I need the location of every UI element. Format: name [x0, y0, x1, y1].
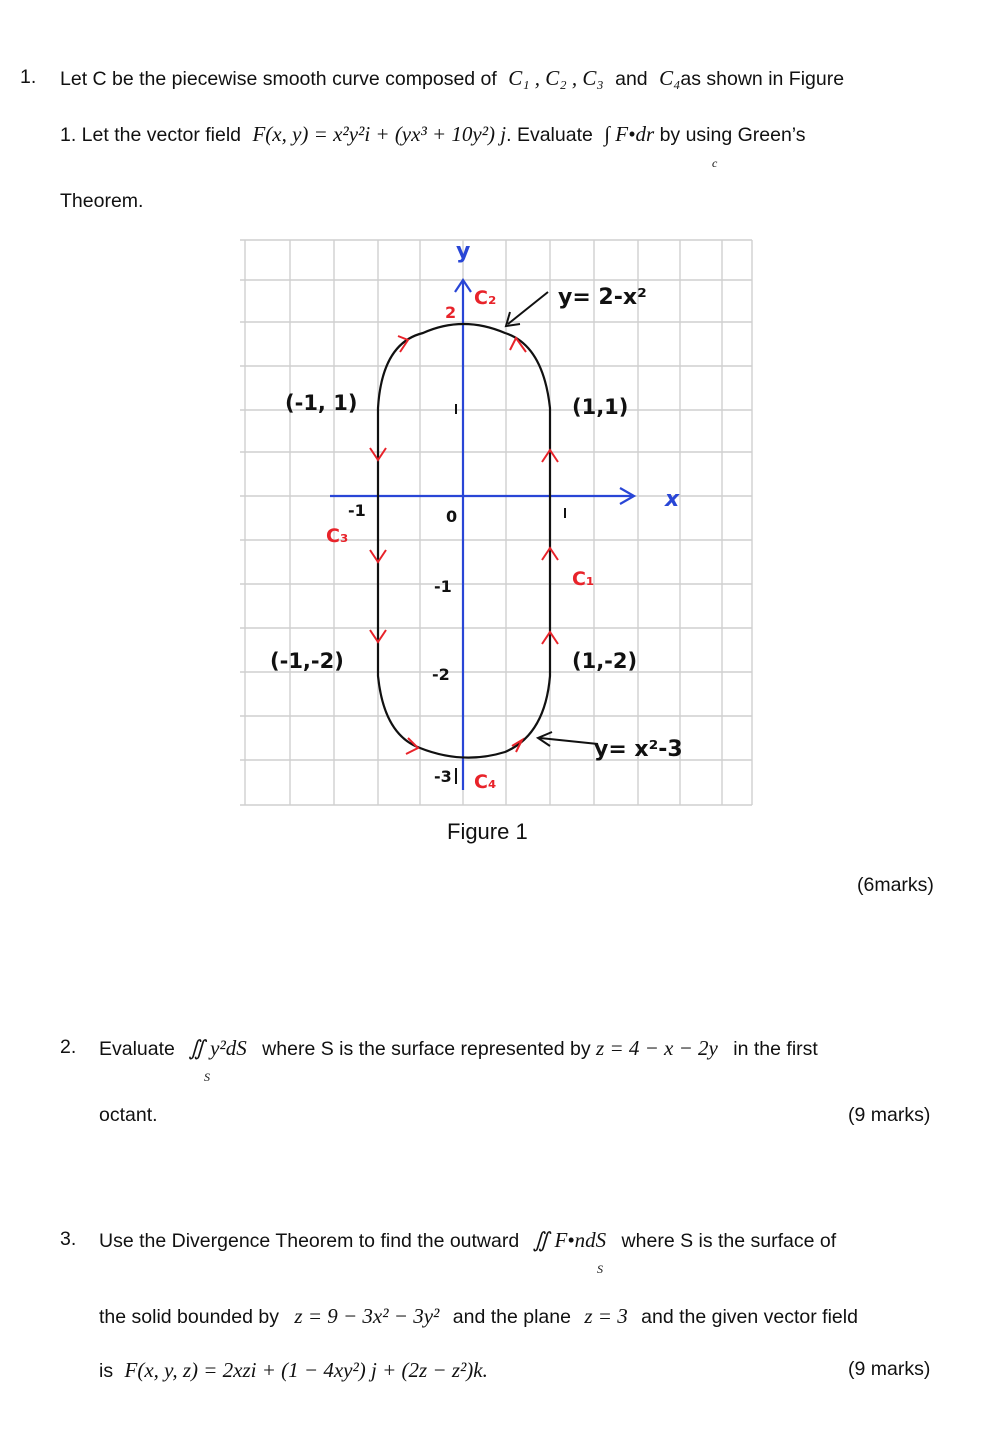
pointer-top — [508, 292, 548, 324]
q1-field: F(x, y) = x²y²i + (yx³ + 10y²) j — [252, 122, 507, 146]
x-axis-label: x — [665, 487, 680, 512]
y-tick-2: 2 — [445, 303, 457, 322]
grid — [240, 240, 752, 805]
c3-label: C₃ — [326, 525, 349, 547]
q2-integral: ∬ y²dS — [188, 1036, 247, 1060]
q3-line2-mid: and the plane — [452, 1306, 571, 1328]
q3-marks: (9 marks) — [848, 1358, 931, 1380]
y-tick-0: 0 — [446, 507, 458, 526]
q1-curves: C₁ , C₂ , C₃ — [508, 66, 604, 90]
point-m1-1: (-1, 1) — [285, 391, 358, 415]
c1-label: C₁ — [572, 568, 595, 590]
bottom-curve-equation: y= x²-3 — [594, 737, 683, 762]
q3-field: F(x, y, z) = 2xzi + (1 − 4xy²) j + (2z − z²)k. — [124, 1358, 488, 1382]
pointer-bottom — [540, 738, 598, 744]
q3-text1: Use the Divergence Theorem to find the outward — [99, 1230, 520, 1252]
figure-1 — [235, 232, 760, 812]
y-axis-label: y — [456, 239, 471, 264]
q1-line2-start: 1. Let the vector field — [60, 124, 242, 146]
point-1-1: (1,1) — [572, 395, 629, 419]
c2-label: C₂ — [474, 287, 497, 309]
q3-number: 3. — [60, 1228, 77, 1250]
q2-text: where S is the surface represented by — [262, 1038, 591, 1060]
q2-number: 2. — [60, 1036, 77, 1058]
q1-integral-sub: c — [712, 156, 718, 170]
y-tick-m1: -1 — [434, 577, 452, 596]
q3-plane: z = 3 — [584, 1304, 628, 1328]
q2-line2: octant. — [99, 1104, 158, 1126]
q1-line2-end: by using Green’s — [659, 124, 806, 146]
q1-line1-end: as shown in Figure — [680, 68, 845, 90]
q1-number: 1. — [20, 66, 37, 88]
q3-line2-start: the solid bounded by — [99, 1306, 279, 1328]
q3-line3 — [99, 1358, 488, 1383]
q2-integral-sub: S — [204, 1070, 210, 1084]
q1-integral: ∫ F•dr — [604, 122, 655, 146]
y-tick-m2: -2 — [432, 665, 450, 684]
x-tick-m1: -1 — [348, 501, 366, 520]
q3-line3-start: is — [99, 1360, 114, 1382]
figure-caption: Figure 1 — [447, 819, 528, 844]
q3-integral: ∬ F•ndS — [532, 1228, 607, 1252]
q1-line1-text: Let C be the piecewise smooth curve composed of — [60, 68, 497, 90]
y-tick-m3: -3 — [434, 767, 452, 786]
q3-text1-end: where S is the surface of — [621, 1230, 837, 1252]
q1-line3: Theorem. — [60, 190, 144, 212]
q1-evaluate: . Evaluate — [506, 124, 593, 146]
q3-line1 — [99, 1228, 836, 1253]
q2-marks: (9 marks) — [848, 1104, 931, 1126]
q2-line1 — [99, 1036, 818, 1061]
pointer-arrows — [506, 292, 598, 746]
q1-c4: C₄ — [659, 66, 681, 90]
tick-marks — [456, 404, 565, 784]
arrow-c2-right — [510, 338, 526, 352]
q1-line1 — [60, 66, 844, 91]
top-curve-equation: y= 2-x² — [558, 285, 647, 310]
point-m1-m2: (-1,-2) — [270, 649, 344, 673]
q3-solid: z = 9 − 3x² − 3y² — [294, 1304, 440, 1328]
q1-marks: (6marks) — [857, 874, 934, 896]
q3-integral-sub: S — [597, 1262, 603, 1276]
axes — [330, 280, 634, 790]
point-1-m2: (1,-2) — [572, 649, 638, 673]
q1-and: and — [615, 68, 648, 90]
q3-line2 — [99, 1304, 858, 1329]
c4-label: C₄ — [474, 771, 497, 793]
q1-line2 — [60, 122, 806, 147]
q2-evaluate: Evaluate — [99, 1038, 175, 1060]
q2-surface: z = 4 − x − 2y — [596, 1036, 718, 1060]
q3-line2-end: and the given vector field — [641, 1306, 858, 1328]
q2-end: in the first — [733, 1038, 818, 1060]
